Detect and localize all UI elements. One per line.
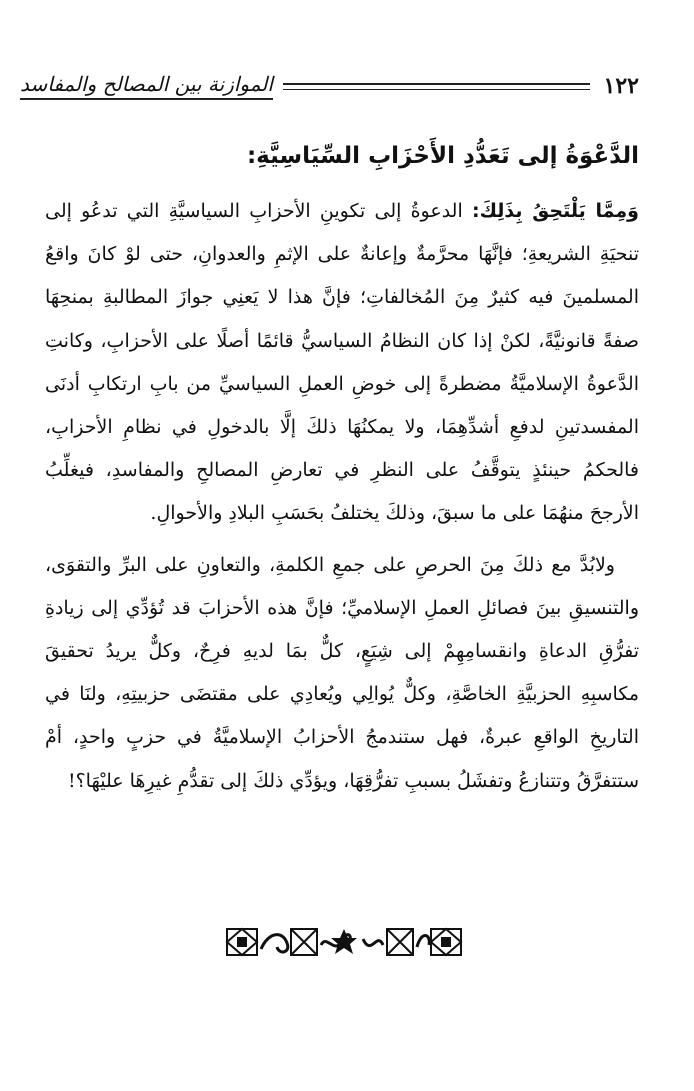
header-rule <box>283 83 590 90</box>
paragraph-1-text: الدعوةُ إلى تكوينِ الأحزابِ السياسيَّةِ التي تدعُو إلى تنحيَةِ الشريعةِ؛ فإنَّهَا محرَّمةٌ وإعانةٌ على الإثمِ والعدوانِ، حتى لوْ كانَ واقعُ المسلمينَ فيه كثيرٌ مِنَ المُخالفاتِ؛ فإنَّ هذا لا يَعنِي جوازَ المطالبةِ بمنحِهَا صفةً قانونيَّةً، لكنْ إذا كان النظامُ السياسيُّ قائمًا أصلًا على الأحزابِ، وكانتِ الدَّعوةُ الإسلاميَّةُ مضطرةً إلى خوضِ العملِ السياسيِّ من بابِ ارتكابِ أدنَى المفسدتينِ لدفعِ أشدِّهِمَا، ولا يمكنُهَا ذلكَ إلَّا بالدخولِ في نظامِ الأحزابِ، فالحكمُ حينئذٍ يتوقَّفُ على النظرِ في تعارضِ المصالحِ والمفاسدِ، فيغلِّبُ الأرجحَ منهُمَا على ما سبقَ، وذلكَ يختلفُ بحَسَبِ البلادِ والأحوالِ. <box>45 200 639 525</box>
section-heading: الدَّعْوَةُ إلى تَعَدُّدِ الأَحْزَابِ السِّيَاسِيَّةِ: <box>246 143 639 169</box>
paragraph-2: ولابُدَّ مع ذلكَ مِنَ الحرصِ على جمعِ الكلمةِ، والتعاونِ على البرِّ والتقوَى، والتنسيقِ بينَ فصائلِ العملِ الإسلاميِّ؛ فإنَّ هذه الأحزابَ قد تُؤدِّي إلى زيادةِ تفرُّقِ الدعاةِ وانقسامِهِمْ إلى شِيَعٍ، كلٌّ بمَا لديهِ فرِحٌ، وكلٌّ يريدُ تحقيقَ مكاسبِهِ الحزبيَّةِ الخاصَّةِ، وكلٌّ يُوالِي ويُعادِي على مقتضَى حزبيتِهِ، ولنَا في التاريخِ الواقعِ عبرةٌ، فهل ستندمجُ الأحزابُ الإسلاميَّةُ في حزبٍ واحدٍ، أمْ ستتفرَّقُ وتتنازعُ وتفشَلُ بسببِ تفرُّقِهَا، ويؤدِّي ذلكَ إلى تقدُّمِ غيرِهَا عليْهَا؟! <box>45 553 639 792</box>
running-header <box>20 66 639 106</box>
book-title: الموازنة بين المصالح والمفاسد <box>20 72 273 100</box>
paragraph-1 <box>45 190 639 536</box>
body-text <box>45 190 639 803</box>
decorative-divider-icon <box>225 923 463 961</box>
lead-phrase: وَمِمَّا يَلْتَحِقُ بِذَلِكَ: <box>471 200 639 222</box>
page-number: ١٢٢ <box>603 73 639 99</box>
